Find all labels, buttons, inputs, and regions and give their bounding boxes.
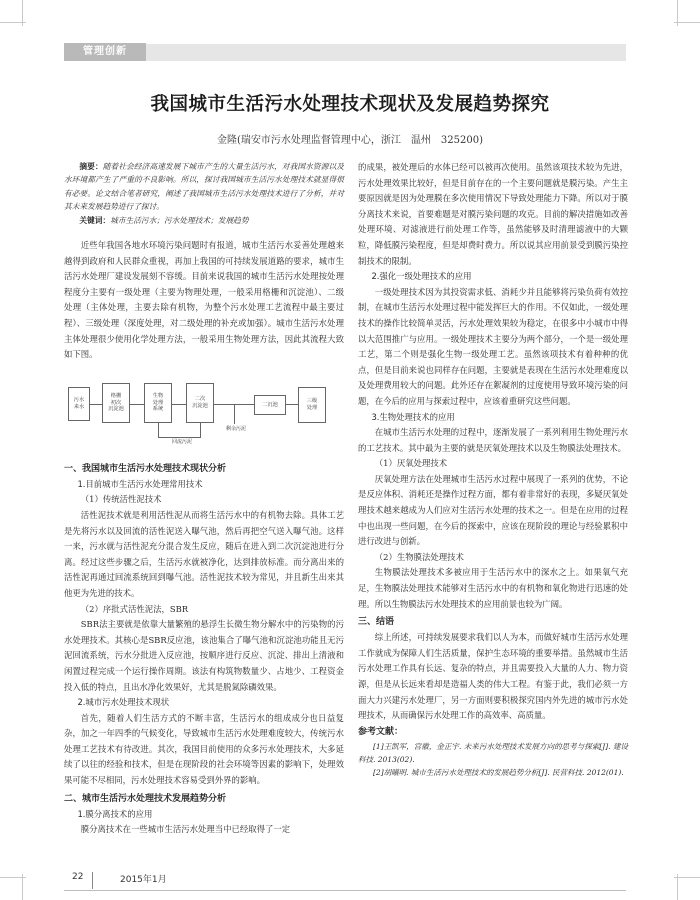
crop-mark <box>677 874 678 900</box>
paragraph: 在城市生活污水处理的过程中，逐渐发展了一系列利用生物处理污水的工艺技术。其中最为主要的就是厌氧处理技术以及生物膜法处理技术。 <box>358 427 628 453</box>
flow-connector <box>90 404 102 405</box>
section-2-sub-1: 1.膜分离技术的应用 <box>77 808 153 819</box>
flow-connector <box>158 437 201 438</box>
flow-connector <box>130 404 144 405</box>
section-1-item-2: （2）序批式活性泥法，SBR <box>80 603 189 614</box>
flow-box-secondary-settling: 二次 沉淀池 <box>186 383 214 423</box>
flow-connector <box>158 423 159 437</box>
article-author: 金隆(瑞安市污水处理监督管理中心，浙江 温州 325200) <box>217 135 483 146</box>
abstract-label: 摘要： <box>79 162 103 171</box>
flow-connector <box>200 423 201 437</box>
section-2-item-1: （1）厌氧处理技术 <box>374 458 448 469</box>
paragraph: SBR法主要就是依靠大量繁殖的悬浮生长微生物分解水中的污染物的污水处理技术。其核心是SBR反应池，该池集合了曝气池和沉淀池功能且无污泥回流系统，污水分批进入反应池，按顺序进行反应、沉淀、排出上清液和闲置过程完成一个运行操作周期。该法有构筑物数量少、占地少、工程资金投入低的特点，且出水净化效果好，尤其是脱氮除磷效果。 <box>64 619 344 692</box>
keywords-text: 城市生活污水；污水处理技术；发展趋势 <box>110 215 249 225</box>
section-2-item-2: （2）生物膜法处理技术 <box>374 551 464 562</box>
flow-label-return: 回流污泥 <box>171 438 192 445</box>
issue-date: 2015年1月 <box>120 875 167 885</box>
reference-item: [1]王凯军，宫徽，金正宇. 未来污水处理技术发展方向的思考与探索[J]. 建设科技. 2013(02). <box>358 741 628 764</box>
paragraph: 首先，随着人们生活方式的不断丰富，生活污水的组成成分也日益复杂，加之一年四季的气候变化，导致城市生活污水处理难度较大，传统污水处理工艺技术有待改进。其次，我国目前使用的众多污水处理技术，大多延续了以往的经验和技术，但是在现阶段的社会环境等因素的影响下，处理效果可能不尽相同，污水处理技术容易受到外界的影响。 <box>64 712 344 786</box>
reference-item: [2]胡曦明. 城市生活污水处理技术的发展趋势分析[J]. 民营科技. 2012(01). <box>373 768 624 778</box>
paragraph: 综上所述，可持续发展要求我们以人为本，而做好城市生活污水处理工作就成为保障人们生活质量，保护生态环境的重要举措。虽然城市生活污水处理工作具有长远、复杂的特点，并且需要投入大量的人力、物力资源，但是从长远来看却是造福人类的伟大工程。有鉴于此，我们必须一方面大力兴建污水处理厂，另一方面则要积极探究国内外先进的城市污水处理技术，从而确保污水处理工作的高效率、高质量。 <box>358 632 628 721</box>
header-band <box>64 44 626 61</box>
flow-box-tertiary: 三级 处理 <box>298 387 326 423</box>
section-2-title: 二、城市生活污水处理技术发展趋势分析 <box>64 793 227 804</box>
paragraph: 活性泥技术就是利用活性泥从而将生活污水中的有机物去除。具体工艺是先将污水以及回流的活性泥送入曝气池，然后再把空气送入曝气池。这样一来，污水就与活性泥充分混合发生反应，随后在进入到二次沉淀池进行分离。经过这些步骤之后，生活污水就被净化，达到排放标准。而分离出来的活性泥再通过回流系统回到曝气池。活性泥技术较为常见，并且新生出来其他更为先进的技术。 <box>64 509 344 598</box>
keywords <box>64 214 344 227</box>
footer-separator <box>92 872 93 889</box>
left-column <box>64 160 344 838</box>
section-3-title: 三、结语 <box>358 617 395 628</box>
flow-box-biological: 生物 处理 系统 <box>144 383 172 423</box>
flow-connector <box>286 404 298 405</box>
references-title: 参考文献： <box>358 726 404 737</box>
flow-label-sludge: 剩余污泥 <box>225 425 246 432</box>
section-2-sub-3: 3.生物处理技术的应用 <box>371 411 455 422</box>
section-tab: 管理创新 <box>64 43 146 61</box>
flow-connector <box>172 404 186 405</box>
section-2-sub-2: 2.强化一级处理技术的应用 <box>371 271 472 282</box>
right-column <box>358 160 628 779</box>
flow-connector <box>234 404 235 424</box>
crop-mark <box>22 0 23 26</box>
crop-mark <box>22 874 23 900</box>
footer-rule <box>64 890 626 891</box>
intro-paragraph: 近些年我国各地水环境污染问题时有报道，城市生活污水妥善处理越来越得到政府和人民群众重视，再加上我国的可持续发展道路的要求，城市生活污水处理厂建设发展刻不容缓。目前来说我国的城市生活污水处理按处理程度分主要有一级处理（主要为物理处理，一般采用格栅和沉淀池）、二级处理（主体处理，主要去除有机物，为整个污水处理工艺流程中最主要过程）、三级处理（深度处理，对二级处理的补充或加强）。城市生活污水处理主体处理很少使用化学处理方法，一般采用生物处理方法，因此其流程大致如下图。 <box>64 240 344 360</box>
section-1-title: 一、我国城市生活污水处理技术现状分析 <box>64 463 227 474</box>
flow-box-inflow: 污水 来水 <box>68 387 90 421</box>
flow-box-primary-settling: 格栅 初次 沉淀池 <box>102 383 130 423</box>
abstract <box>64 160 344 214</box>
paragraph: 一级处理技术因为其投资需求低、消耗少并且能够将污染负荷有效控制，在城市生活污水处理过程中能发挥巨大的作用。不仅如此，一级处理技术的操作比较简单灵活，污水处理效果较为稳定，在很多中小城市中得以大范围推广与应用。一级处理技术主要分为两个部分，一个是一级处理工艺，第二个则是强化生物一级处理工艺。虽然该项技术有着种种的优点，但是目前来说也同样存在问题，主要就是表现在生活污水处理难度以及处理费用较大的问题。此外还存在絮凝剂的过度使用导致环境污染的问题，在今后的应用与探索过程中，应该着重研究这些问题。 <box>358 286 628 406</box>
keywords-label: 关键词： <box>79 215 111 225</box>
crop-mark <box>677 0 678 26</box>
section-1-item-1: （1）传统活性泥技术 <box>80 494 162 505</box>
section-1-sub-2: 2.城市污水处理技术现状 <box>77 697 170 708</box>
article-title: 我国城市生活污水处理技术现状及发展趋势探究 <box>150 94 550 115</box>
paragraph: 的成果，被处理后的水体已经可以被再次使用。虽然该项技术较为先进，污水处理效果比较好，但是目前存在的一个主要问题就是膜污染。产生主要原因就是因为处理膜在多次使用情况下导致处理能力下降。所以对于膜分离技术来说，首要难题是对膜污染问题的攻克。目前的解决措施如改善处理环境、对滤液进行前处理工作等，虽然能够及时清理滤液中的大颗粒，降低膜污染程度，但是却费时费力。所以说其应用前景受到膜污染控制技术的限制。 <box>358 162 628 266</box>
paragraph: 膜分离技术在一些城市生活污水处理当中已经取得了一定 <box>80 824 291 835</box>
process-flow-diagram <box>64 369 344 449</box>
abstract-text: 随着社会经济高速发展下城市产生的大量生活污水，对我国水资源以及水环境都产生了严重的不良影响。所以，探讨我国城市生活污水处理技术就显得很有必要。论文结合笔者研究，阐述了我国城市生活污水处理技术进行了分析，并对其未来发展趋势进行了探讨。 <box>64 162 344 212</box>
paragraph: 生物膜法处理技术多被应用于生活污水中的深水之上。如果氧气充足，生物膜法处理技术能够对生活污水中的有机物和氧化物进行迅速的处理。所以生物膜法污水处理技术的应用前景也较为广阔。 <box>358 567 628 609</box>
flow-box-clarifier: 二沉池 <box>254 395 286 415</box>
page-number: 22 <box>72 872 84 882</box>
section-1-sub-1: 1.目前城市生活污水处理常用技术 <box>77 478 203 489</box>
paragraph: 厌氧处理方法在处理城市生活污水过程中展现了一系列的优势，不论是反应体积、消耗还是操作过程方面，都有着非常好的表现，多疑厌氧处理技术越来越成为人们应对生活污水处理的技术之一。但是在应用的过程中也出现一些问题，在今后的探索中，应该在现阶段的理论与经验累积中进行改进与创新。 <box>358 473 628 547</box>
